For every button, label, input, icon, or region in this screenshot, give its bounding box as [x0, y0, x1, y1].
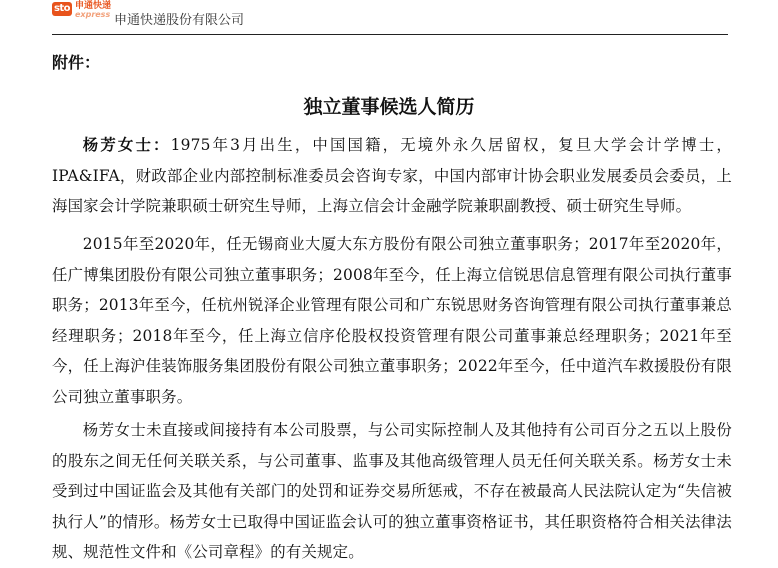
resume-paragraph-3 [52, 415, 732, 568]
candidate-name-label: 杨芳女士： [82, 136, 171, 154]
header-company-name: 申通快递股份有限公司 [114, 13, 245, 28]
sto-logo-icon: sto [53, 3, 71, 14]
document-title: 独立董事候选人简历 [303, 96, 475, 118]
resume-paragraph-2 [52, 229, 732, 413]
paragraph-1-text: 1975年3月出生，中国国籍，无境外永久居留权，复旦大学会计学博士， IPA&IFA，财政部企业内部控制标准委员会咨询专家，中国内部审计协会职业发展委员会委员，上海国家会计学院兼职硕士研究生导师，上海立信会计金融学院兼职副教授、硕士研究生导师。 [52, 136, 732, 216]
logo-english-text: express [75, 10, 111, 19]
logo-chinese-text: 申通快递 [75, 1, 112, 11]
paragraph-3-text: 杨芳女士未直接或间接持有本公司股票，与公司实际控制人及其他持有公司百分之五以上股份的股东之间无任何关联关系，与公司董事、监事及其他高级管理人员无任何关联关系。杨芳女士未受到过中国证监会及其他有关部门的处罚和证券交易所惩戒，不存在被最高人民法院认定为“失信被执行人”的情形。杨芳女士已取得中国证监会认可的独立董事资格证书，其任职资格符合相关法律法规、规范性文件和《公司章程》的有关规定。 [52, 421, 732, 562]
annex-label: 附件： [52, 53, 101, 72]
paragraph-2-text: 2015年至2020年，任无锡商业大厦大东方股份有限公司独立董事职务；2017年至2020年，任广博集团股份有限公司独立董事职务；2008年至今，任上海立信锐思信息管理有限公司执行董事职务；2013年至今，任杭州锐泽企业管理有限公司和广东锐思财务咨询管理有限公司执行董事兼总经理职务；2018年至今，任上海立信序伦股权投资管理有限公司董事兼总经理职务；2021年至今，任上海沪佳装饰服务集团股份有限公司独立董事职务；2022年至今，任中道汽车救援股份有限公司独立董事职务。 [52, 235, 732, 406]
page-header [52, 0, 728, 35]
resume-paragraph-1 [52, 130, 732, 222]
